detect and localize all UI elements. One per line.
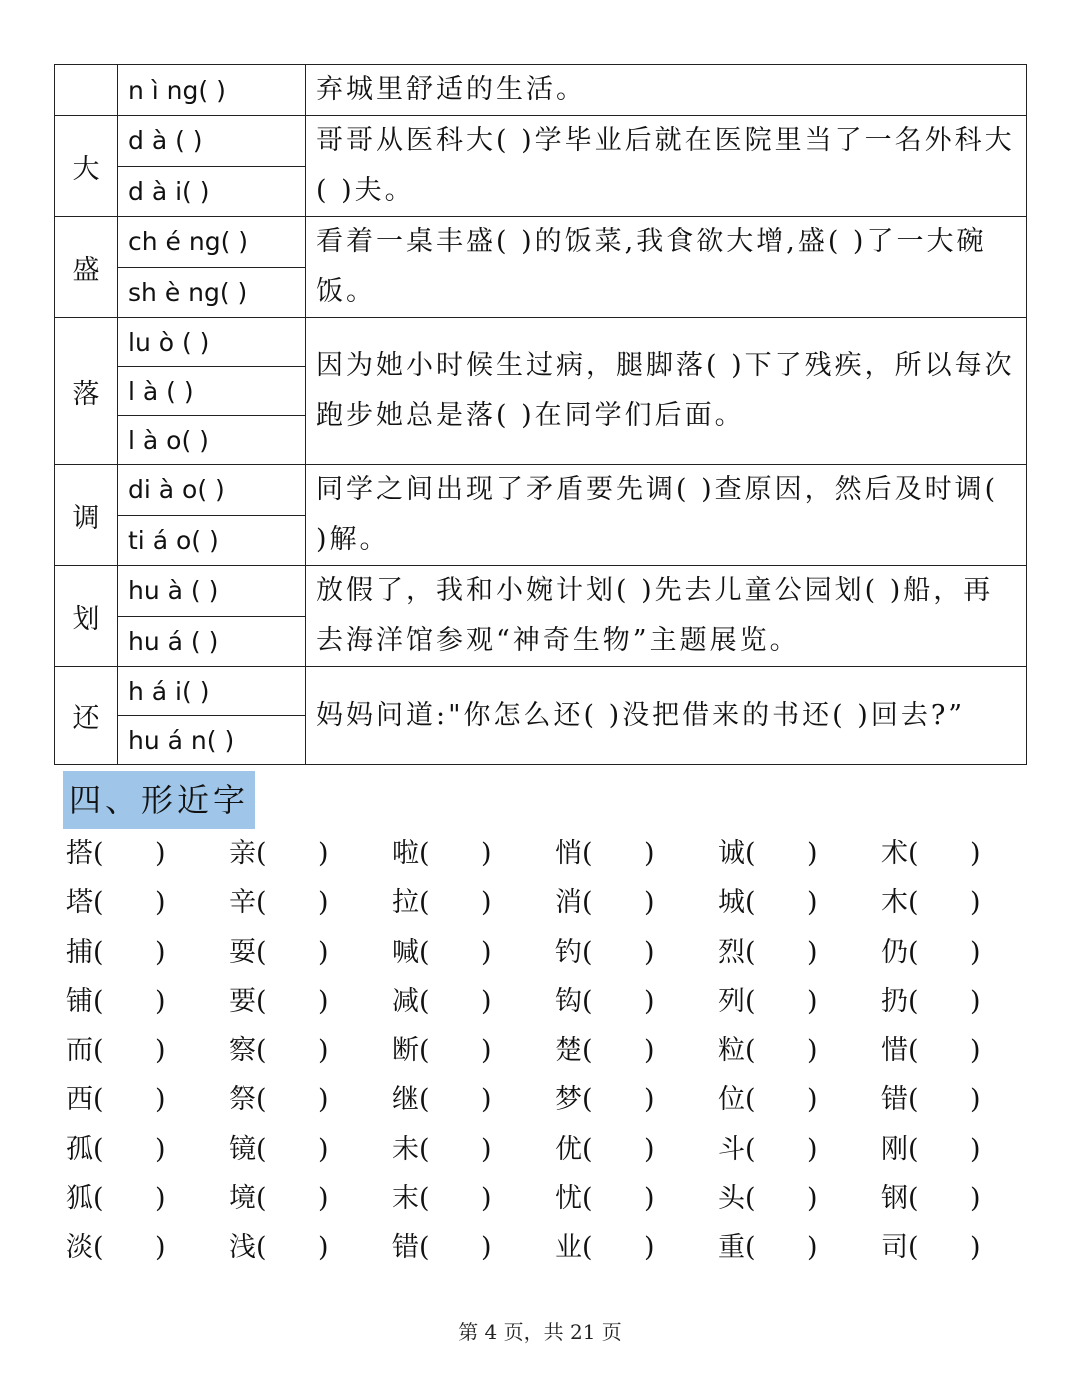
- pinyin-blank[interactable]: d à ( ): [118, 116, 306, 167]
- pinyin-blank[interactable]: hu á ( ): [118, 616, 306, 667]
- similar-char-blank[interactable]: 木( ): [881, 887, 981, 919]
- similar-char-blank[interactable]: 辛( ): [229, 887, 329, 919]
- similar-char-blank[interactable]: 察( ): [229, 1035, 329, 1067]
- example-sentence: 哥哥从医科大( )学毕业后就在医院里当了一名外科大( )夫。: [306, 116, 1027, 217]
- similar-char-blank[interactable]: 惜( ): [881, 1035, 981, 1067]
- similar-char-blank[interactable]: 仍( ): [881, 936, 981, 968]
- polyphone-char: 划: [55, 566, 118, 667]
- similar-char-blank[interactable]: 塔( ): [66, 887, 166, 919]
- similar-char-blank[interactable]: 祭( ): [229, 1084, 329, 1116]
- polyphone-row: [55, 116, 1027, 167]
- similar-char-blank[interactable]: 忧( ): [555, 1183, 655, 1215]
- similar-char-blank[interactable]: 拉( ): [392, 887, 492, 919]
- similar-char-blank[interactable]: 减( ): [392, 985, 492, 1017]
- pinyin-blank[interactable]: sh è ng( ): [118, 267, 306, 318]
- similar-char-blank[interactable]: 列( ): [718, 985, 818, 1017]
- similar-char-blank[interactable]: 铺( ): [66, 985, 166, 1017]
- pinyin-blank[interactable]: n ì ng( ): [118, 65, 306, 116]
- pinyin-blank[interactable]: ch é ng( ): [118, 217, 306, 268]
- similar-char-blank[interactable]: 境( ): [229, 1183, 329, 1215]
- similar-char-blank[interactable]: 斗( ): [718, 1133, 818, 1165]
- pinyin-blank[interactable]: ti á o( ): [118, 515, 306, 566]
- similar-char-blank[interactable]: 搭( ): [66, 838, 166, 869]
- example-sentence: 看着一桌丰盛( )的饭菜,我食欲大增,盛( )了一大碗饭。: [306, 217, 1027, 318]
- pinyin-blank[interactable]: d à i( ): [118, 166, 306, 217]
- similar-char-blank[interactable]: 耍( ): [229, 936, 329, 968]
- similar-chars-row: [66, 928, 1046, 977]
- similar-char-blank[interactable]: 钢( ): [881, 1183, 981, 1215]
- similar-char-blank[interactable]: 司( ): [881, 1232, 981, 1264]
- polyphone-char: 落: [55, 318, 118, 465]
- similar-char-blank[interactable]: 浅( ): [229, 1232, 329, 1264]
- similar-char-blank[interactable]: 继( ): [392, 1084, 492, 1116]
- similar-char-blank[interactable]: 未( ): [392, 1133, 492, 1165]
- polyphone-row: [55, 667, 1027, 716]
- similar-char-blank[interactable]: 城( ): [718, 887, 818, 919]
- similar-chars-row: [66, 977, 1046, 1026]
- similar-char-blank[interactable]: 头( ): [718, 1183, 818, 1215]
- polyphone-table: [54, 64, 1027, 765]
- example-sentence: 因为她小时候生过病，腿脚落( )下了残疾，所以每次跑步她总是落( )在同学们后面。: [306, 318, 1027, 465]
- pinyin-blank[interactable]: l à o( ): [118, 416, 306, 465]
- pinyin-blank[interactable]: h á i( ): [118, 667, 306, 716]
- similar-chars-row: [66, 1223, 1046, 1272]
- polyphone-char: 还: [55, 667, 118, 765]
- similar-chars-row: [66, 1174, 1046, 1223]
- similar-char-blank[interactable]: 断( ): [392, 1035, 492, 1067]
- similar-char-blank[interactable]: 优( ): [555, 1133, 655, 1165]
- similar-char-blank[interactable]: 而( ): [66, 1035, 166, 1067]
- similar-char-blank[interactable]: 西( ): [66, 1084, 166, 1116]
- similar-char-blank[interactable]: 钩( ): [555, 985, 655, 1017]
- similar-chars-row: [66, 1026, 1046, 1075]
- similar-characters-grid: [66, 829, 1046, 1273]
- similar-char-blank[interactable]: 位( ): [718, 1084, 818, 1116]
- similar-char-blank[interactable]: 扔( ): [881, 985, 981, 1017]
- polyphone-char: [55, 65, 118, 116]
- similar-char-blank[interactable]: 梦( ): [555, 1084, 655, 1116]
- example-sentence: 同学之间出现了矛盾要先调( )查原因，然后及时调( )解。: [306, 465, 1027, 566]
- similar-char-blank[interactable]: 啦( ): [392, 838, 492, 869]
- similar-chars-row: [66, 829, 1046, 878]
- similar-char-blank[interactable]: 术( ): [881, 838, 981, 869]
- pinyin-blank[interactable]: hu á n( ): [118, 716, 306, 765]
- similar-char-blank[interactable]: 狐( ): [66, 1183, 166, 1215]
- similar-char-blank[interactable]: 要( ): [229, 985, 329, 1017]
- example-sentence: 弃城里舒适的生活。: [306, 65, 1027, 116]
- similar-char-blank[interactable]: 业( ): [555, 1232, 655, 1264]
- similar-char-blank[interactable]: 悄( ): [555, 838, 655, 869]
- section-title: 四、形近字: [63, 771, 255, 829]
- similar-char-blank[interactable]: 捕( ): [66, 936, 166, 968]
- similar-chars-row: [66, 1125, 1046, 1174]
- example-sentence: 放假了，我和小婉计划( )先去儿童公园划( )船，再去海洋馆参观“神奇生物”主题展览。: [306, 566, 1027, 667]
- similar-char-blank[interactable]: 错( ): [392, 1232, 492, 1264]
- similar-char-blank[interactable]: 粒( ): [718, 1035, 818, 1067]
- similar-char-blank[interactable]: 淡( ): [66, 1232, 166, 1264]
- polyphone-char: 大: [55, 116, 118, 217]
- polyphone-row: [55, 217, 1027, 268]
- similar-char-blank[interactable]: 重( ): [718, 1232, 818, 1264]
- similar-char-blank[interactable]: 诚( ): [718, 838, 818, 869]
- similar-char-blank[interactable]: 亲( ): [229, 838, 329, 869]
- similar-char-blank[interactable]: 镜( ): [229, 1133, 329, 1165]
- polyphone-char: 盛: [55, 217, 118, 318]
- similar-char-blank[interactable]: 错( ): [881, 1084, 981, 1116]
- polyphone-row: [55, 566, 1027, 617]
- similar-chars-row: [66, 878, 1046, 927]
- page-footer: 第 4 页，共 21 页: [458, 1320, 622, 1344]
- polyphone-char: 调: [55, 465, 118, 566]
- similar-char-blank[interactable]: 消( ): [555, 887, 655, 919]
- similar-char-blank[interactable]: 楚( ): [555, 1035, 655, 1067]
- polyphone-row: [55, 318, 1027, 367]
- pinyin-blank[interactable]: lu ò ( ): [118, 318, 306, 367]
- similar-char-blank[interactable]: 末( ): [392, 1183, 492, 1215]
- example-sentence: 妈妈问道:"你怎么还( )没把借来的书还( )回去?”: [306, 667, 1027, 765]
- pinyin-blank[interactable]: hu à ( ): [118, 566, 306, 617]
- similar-char-blank[interactable]: 喊( ): [392, 936, 492, 968]
- pinyin-blank[interactable]: di à o( ): [118, 465, 306, 516]
- similar-chars-row: [66, 1075, 1046, 1124]
- similar-char-blank[interactable]: 刚( ): [881, 1133, 981, 1165]
- similar-char-blank[interactable]: 烈( ): [718, 936, 818, 968]
- polyphone-row: [55, 465, 1027, 516]
- pinyin-blank[interactable]: l à ( ): [118, 367, 306, 416]
- similar-char-blank[interactable]: 钓( ): [555, 936, 655, 968]
- polyphone-row: [55, 65, 1027, 116]
- similar-char-blank[interactable]: 孤( ): [66, 1133, 166, 1165]
